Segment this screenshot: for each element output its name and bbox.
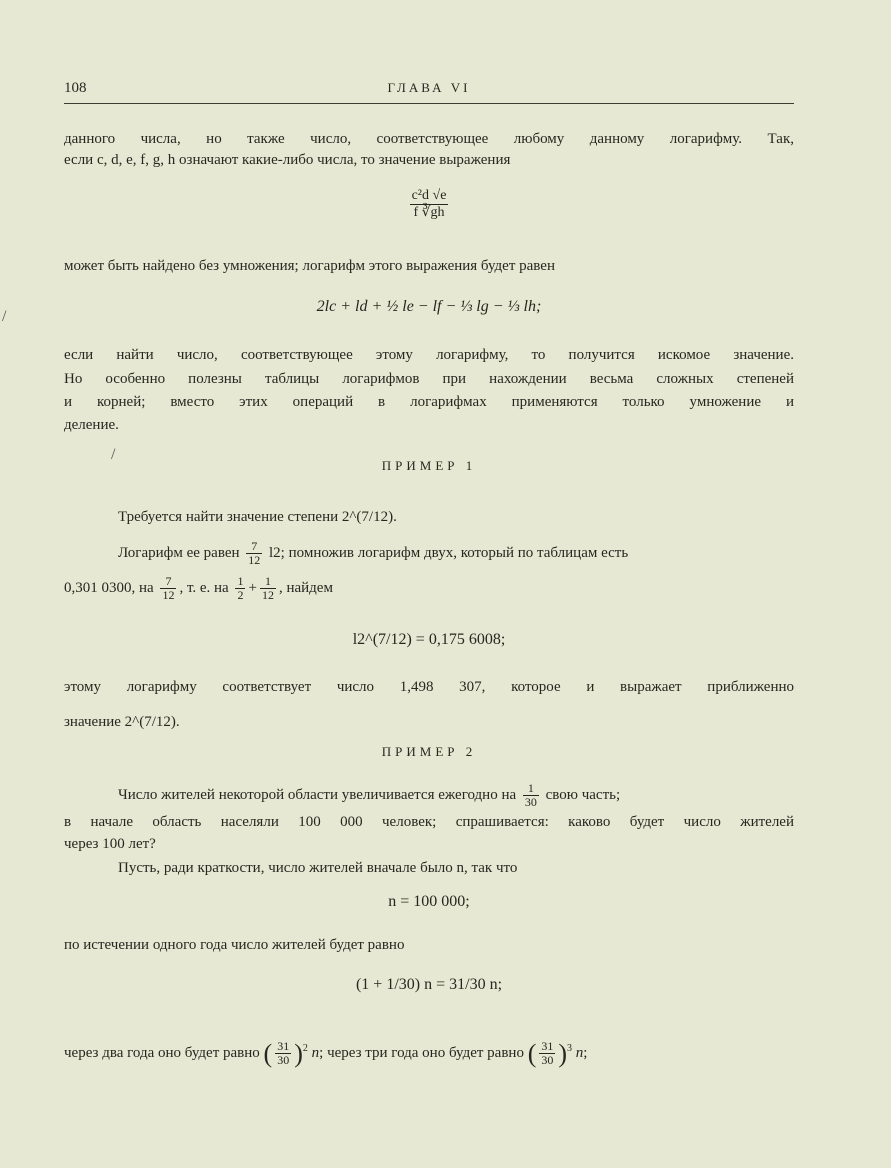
fraction-31-30-a: $\frac{31}{30}$ xyxy=(277,1039,290,1068)
example-1-line2 xyxy=(118,540,794,567)
example-2-line1 xyxy=(118,782,794,809)
p1-line2: если c, d, e, f, g, h означают какие-либо числа, то значение выражения xyxy=(64,152,511,168)
example-2-heading: ПРИМЕР 2 xyxy=(381,744,477,759)
fraction-31-30-b: $\frac{31}{30}$ xyxy=(541,1039,554,1068)
example-1-line5: значение 2^(7/12). xyxy=(64,714,180,730)
formula-year: (1 + 1/30) n = 31/30 n; xyxy=(355,976,503,993)
p3-line2: Но особенно полезны таблицы логарифмов при нахождении весьма сложных степеней xyxy=(64,371,794,387)
pencil-mark-icon: / xyxy=(2,308,7,325)
formula-1-numerator: c²d √e xyxy=(411,188,447,203)
example-1-line3: 0,301 0300, на $\frac{7}{12}$ , т. е. на $\frac{1}{2}$ + $\frac{1}{12}$ , найдем xyxy=(64,574,333,602)
example-2-line1-b: свою часть; xyxy=(545,786,621,803)
pencil-mark-icon: / xyxy=(111,446,116,463)
formula-n: n = 100 000; xyxy=(388,893,470,910)
p1-line1: данного числа, но также число, соответствующее любому данному логарифму. Так, xyxy=(64,131,794,147)
example-1-line3-c: , найдем xyxy=(278,579,333,596)
formula-1 xyxy=(64,188,794,221)
example-2-line2: в начале область населяли 100 000 человек; спрашивается: каково будет число жителей xyxy=(64,814,794,830)
formula-1-denominator: f ∛gh xyxy=(413,205,445,220)
example-2-line6-a: через два года оно будет равно xyxy=(64,1045,260,1061)
fraction-1-2: $\frac{1}{2}$ xyxy=(237,574,244,602)
example-1-line3-a: 0,301 0300, на xyxy=(64,579,154,596)
example-2-line6-b: через три года оно будет равно xyxy=(327,1045,524,1061)
example-2-line3: через 100 лет? xyxy=(64,836,156,852)
chapter-title: ГЛАВА VI xyxy=(387,80,471,95)
fraction-1-12: $\frac{1}{12}$ xyxy=(261,574,274,602)
example-1-line3-b: , т. е. на xyxy=(179,579,229,596)
p3-line4: деление. xyxy=(64,417,119,433)
example-1-line1: Требуется найти значение степени 2^(7/12). xyxy=(118,509,397,525)
example-2-line6: через два года оно будет равно ( $\frac{31}{30}$ )$^2$ n; через три года оно будет равно ( $\frac{31}{30}$ )$^3$ n; xyxy=(64,1039,588,1069)
example-1-line2-a: Логарифм ее равен xyxy=(118,544,240,561)
example-1-line2-b: l2; помножив логарифм двух, который по таблицам есть xyxy=(269,544,629,561)
example-2-line4: Пусть, ради краткости, число жителей вначале было n, так что xyxy=(118,860,518,876)
example-2-line5: по истечении одного года число жителей будет равно xyxy=(64,937,405,953)
example-2-line1-a: Число жителей некоторой области увеличивается ежегодно на xyxy=(118,786,517,803)
example-1-formula: l2^(7/12) = 0,175 6008; xyxy=(352,631,506,648)
formula-1-fraction xyxy=(410,188,449,221)
p2-line: может быть найдено без умножения; логарифм этого выражения будет равен xyxy=(64,258,555,274)
p3-line1: если найти число, соответствующее этому логарифму, то получится искомое значение. xyxy=(64,347,794,363)
page-number: 108 xyxy=(64,80,87,96)
fraction-7-12: $\frac{7}{12}$ xyxy=(248,539,261,567)
example-1-heading: ПРИМЕР 1 xyxy=(381,458,477,473)
header-rule xyxy=(64,103,794,104)
p3-line3: и корней; вместо этих операций в логарифмах применяются только умножение и xyxy=(64,394,794,410)
formula-2: 2lc + ld + ½ le − lf − ⅓ lg − ⅓ lh; xyxy=(316,298,542,315)
page-header xyxy=(64,80,794,100)
fraction-7-12-b: $\frac{7}{12}$ xyxy=(162,574,175,602)
fraction-1-30: $\frac{1}{30}$ xyxy=(524,781,537,809)
example-1-line4: этому логарифму соответствует число 1,498 307, которое и выражает приближенно xyxy=(64,679,794,695)
